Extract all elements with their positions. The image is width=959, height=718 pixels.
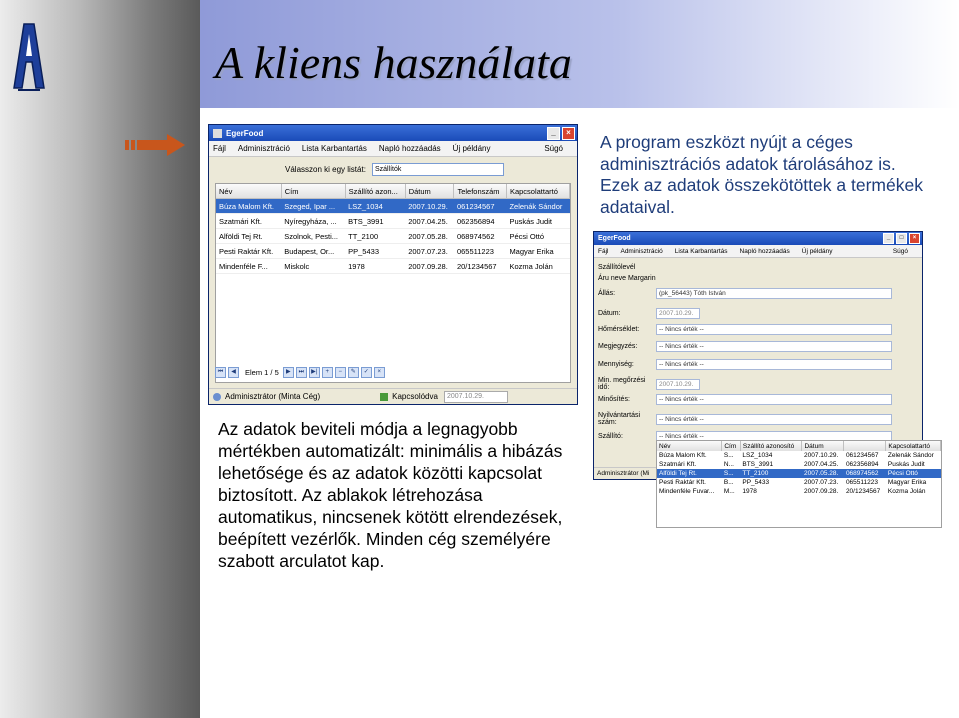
field-label: Szállító: [598,433,623,440]
column-header [844,441,886,451]
table-cell: LSZ_1034 [345,199,405,214]
table-row[interactable] [657,487,941,496]
table-cell: 2007.04.25. [405,214,454,229]
table-cell: Magyar Erika [506,244,569,259]
table-cell: 2007.09.28. [405,259,454,274]
table-row[interactable] [657,478,941,487]
previous-record-icon[interactable]: ◀ [228,367,239,378]
table-cell: 20/1234567 [845,488,881,495]
table-cell: Kozma Jolán [887,488,926,495]
table-cell: 20/1234567 [454,259,506,274]
table-cell: 2007.05.28. [802,469,844,478]
table-cell: 061234567 [845,452,879,459]
arrow-right-icon [125,134,187,156]
window-title: EgerFood [226,128,264,138]
table-cell: 2007.10.29. [405,199,454,214]
table-cell: BTS_3991 [345,214,405,229]
record-position: Elem 1 / 5 [245,368,279,377]
connection-icon [380,393,388,401]
column-header[interactable]: Kapcsolattartó [506,184,569,199]
table-row[interactable] [216,229,570,244]
field-value[interactable]: 2007.10.29. [656,308,700,319]
list-selector-label: Válasszon ki egy listát: [285,165,366,174]
menu-administration[interactable]: Adminisztráció [237,144,290,153]
column-header[interactable]: Telefonszám [454,184,506,199]
window-title: EgerFood [598,235,631,242]
window-titlebar[interactable] [209,125,577,141]
table-cell: Szeged, Ipar ... [281,199,345,214]
table-cell: Alföldi Tej Rt. [657,469,722,478]
table-cell: TT_2100 [740,469,802,478]
table-cell: 062356894 [845,461,879,468]
field-label: Minősítés: [598,396,630,403]
status-connection: Kapcsolódva [392,392,438,401]
table-cell: Puskás Judit [506,214,569,229]
column-header[interactable]: Név [657,441,722,451]
table-cell: Szatmári Kft. [659,461,697,468]
table-cell: PP_5433 [742,479,770,486]
maximize-button[interactable]: □ [896,233,907,244]
table-cell: Pesti Raktár Kft. [659,479,706,486]
table-cell: B... [723,479,734,486]
field-value[interactable]: -- Nincs érték -- [656,341,892,352]
egerfood-list-window [208,124,578,405]
field-value[interactable]: -- Nincs érték -- [656,394,892,405]
table-row[interactable] [216,214,570,229]
table-cell: M... [723,488,735,495]
form-product-label: Áru neve Margarin [598,275,656,282]
table-cell: Magyar Erika [887,479,927,486]
menu-list-maintenance[interactable]: Lista Karbantartás [301,144,367,153]
menu-help[interactable]: Súgó [544,144,563,153]
table-cell: 068974562 [844,469,886,478]
column-header[interactable]: Név [216,184,281,199]
table-row[interactable] [216,259,570,274]
form-row [598,308,700,319]
list-selector[interactable]: Szállítók [372,163,504,176]
table-cell: 065511223 [454,244,506,259]
column-header[interactable]: Cím [281,184,345,199]
form-row [598,359,892,370]
field-label: Nyilvántartási szám: [598,412,641,426]
table-cell: Alföldi Tej Rt. [216,229,281,244]
field-label: Állás: [598,290,616,297]
menu-new-instance[interactable]: Új példány [801,247,833,255]
table-cell: 2007.07.23. [405,244,454,259]
status-date: 2007.10.29. [444,391,508,403]
supplier-dropdown-grid[interactable] [656,440,942,528]
table-cell: 1978 [345,259,405,274]
app-icon [213,129,222,138]
table-cell: Zelenák Sándor [887,452,934,459]
table-cell: 2007.05.28. [405,229,454,244]
field-value[interactable]: -- Nincs érték -- [656,359,892,370]
last-record-icon[interactable]: ▶| [309,367,320,378]
column-header[interactable]: Szállító azon... [345,184,405,199]
menu-add-log[interactable]: Napló hozzáadás [378,144,441,153]
slide-sidebar [0,0,200,718]
table-cell: Budapest, Or... [281,244,345,259]
record-navigator [215,367,387,378]
table-cell: Szatmári Kft. [216,214,281,229]
table-cell: Kozma Jolán [506,259,569,274]
table-cell: TT_2100 [345,229,405,244]
description-top: A program eszközt nyújt a céges adminisztrációs adatok tárolásához is. Ezek az adatok összekötöttek a termékek adataival. [600,132,923,217]
table-cell: Búza Malom Kft. [659,452,707,459]
table-cell: Mindenféle Fuvar... [659,488,715,495]
table-row[interactable] [216,244,570,259]
table-cell: 061234567 [454,199,506,214]
form-row [598,341,892,352]
table-cell: 1978 [742,488,757,495]
field-label: Hőmérséklet: [598,326,640,333]
status-bar [209,388,577,404]
description-bottom: Az adatok beviteli módja a legnagyobb mértékben automatizált: minimális a hibázás lehetősége és az adatok közötti kapcsolat biztosított. Az ablakok létrehozása automatikus, nincsenek kötött elrendezések, beépített vezérlők. Minden cég személyére szabott arculatot kap. [218,419,563,571]
cancel-edit-icon[interactable]: × [374,367,385,378]
table-cell: Pécsi Ottó [506,229,569,244]
form-row [598,412,892,426]
next-record-icon[interactable]: ▶ [283,367,294,378]
delete-record-icon[interactable]: − [335,367,346,378]
field-value[interactable]: -- Nincs érték -- [656,414,892,425]
save-record-icon[interactable]: ✓ [361,367,372,378]
menu-new-instance[interactable]: Új példány [452,144,491,153]
field-value[interactable]: -- Nincs érték -- [656,324,892,335]
field-value[interactable]: 2007.10.29. [656,379,700,390]
close-button[interactable]: × [909,233,920,244]
table-cell: 068974562 [454,229,506,244]
table-cell: Zelenák Sándor [506,199,569,214]
column-header[interactable]: Kapcsolattartó [886,441,941,451]
table-cell: 2007.04.25. [803,461,839,468]
column-header[interactable]: Szállító azonosító [740,441,802,451]
menu-list-maintenance[interactable]: Lista Karbantartás [674,247,728,255]
table-cell: 062356894 [454,214,506,229]
list-selector-row [285,163,504,176]
column-header[interactable]: Cím [722,441,741,451]
table-cell: Búza Malom Kft. [216,199,281,214]
field-label: Min. megőrzési idő: [598,377,646,391]
window-titlebar[interactable] [594,232,922,245]
table-cell: N... [723,461,734,468]
table-cell: Miskolc [281,259,345,274]
field-label: Mennyiség: [598,361,634,368]
table-row[interactable] [657,469,941,478]
table-cell: Szolnok, Pesti... [281,229,345,244]
table-cell: S... [722,469,741,478]
table-row[interactable] [216,199,570,214]
table-row[interactable] [657,460,941,469]
field-label: Dátum: [598,310,621,317]
menu-bar [209,141,577,157]
table-cell: LSZ_1034 [742,452,773,459]
status-bar: Adminisztrátor (Mi [594,467,922,479]
form-row [598,324,892,335]
add-record-icon[interactable]: + [322,367,333,378]
table-cell: Mindenféle F... [216,259,281,274]
table-cell: 065511223 [845,479,878,486]
table-cell: S... [723,452,734,459]
table-cell: Puskás Judit [887,461,925,468]
minimize-button[interactable]: _ [883,233,894,244]
menu-file[interactable]: Fájl [598,247,609,255]
status-user: Adminisztrátor (Minta Cég) [225,392,321,401]
column-header[interactable]: Dátum [802,441,844,451]
menu-help[interactable]: Súgó [892,247,908,255]
table-cell: BTS_3991 [742,461,774,468]
form-row [598,394,892,405]
table-cell: PP_5433 [345,244,405,259]
column-header[interactable]: Dátum [405,184,454,199]
menu-administration[interactable]: Adminisztráció [620,247,663,255]
form-row [598,377,700,391]
supplier-grid [215,183,571,383]
slide-title: A kliens használata [215,37,572,88]
table-cell: 2007.07.23. [803,479,839,486]
first-record-icon[interactable]: ⏮ [215,367,226,378]
menu-file[interactable]: Fájl [213,144,226,153]
close-button[interactable]: × [562,127,575,140]
table-cell: Pécsi Ottó [886,469,941,478]
table-cell: Nyíregyháza, ... [281,214,345,229]
user-icon [213,393,221,401]
table-cell: Pesti Raktár Kft. [216,244,281,259]
next-page-icon[interactable]: ⏭ [296,367,307,378]
table-row[interactable] [657,451,941,460]
university-logo-icon [10,18,48,94]
menu-add-log[interactable]: Napló hozzáadás [739,247,790,255]
form-row [598,288,892,299]
edit-record-icon[interactable]: ✎ [348,367,359,378]
form-section-label: Szállítólevél [598,264,636,271]
menu-bar [594,245,922,258]
field-label: Megjegyzés: [598,343,638,350]
table-cell: 2007.09.28. [803,488,839,495]
field-value[interactable]: (pk_56443) Tóth István [656,288,892,299]
table-cell: 2007.10.29. [803,452,839,459]
field-value[interactable]: -- Nincs érték -- [656,431,892,442]
minimize-button[interactable]: _ [547,127,560,140]
